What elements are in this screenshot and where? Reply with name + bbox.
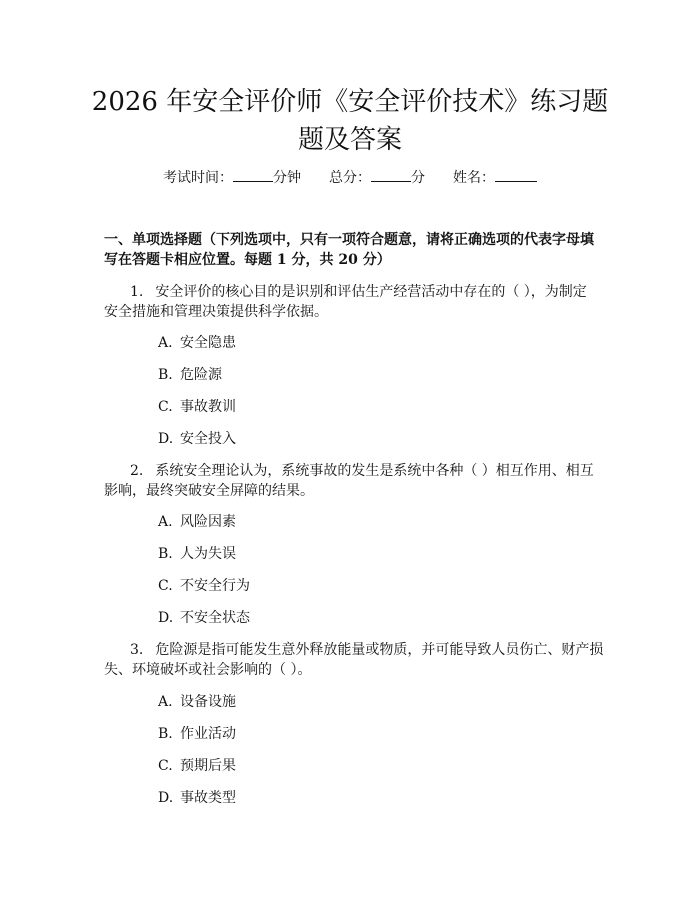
question-1-line-1 [130, 282, 630, 302]
option-text: 安全隐患 [180, 335, 236, 351]
document-title-line-2: 题及答案 [297, 125, 402, 155]
section-heading-line-1: 一、单项选择题（下列选项中，只有一项符合题意，请将正确选项的代表字母填 [104, 232, 594, 248]
question-2-line-1 [130, 461, 630, 481]
option-text: 设备设施 [180, 694, 236, 710]
option-text: 危险源 [180, 367, 222, 383]
question-2-text-2: 影响，最终突破安全屏障的结果。 [104, 483, 314, 499]
name-label: 姓名： [453, 170, 495, 186]
document-title-line-1: 2026 年安全评价师《安全评价技术》练习题 [91, 87, 609, 117]
question-1-text-2: 安全措施和管理决策提供科学依据。 [104, 304, 328, 320]
option-text: 不安全行为 [180, 578, 250, 594]
option-letter: C. [158, 399, 173, 415]
question-2-option-a [158, 512, 236, 532]
question-1-option-b [158, 365, 222, 385]
option-letter: B. [158, 367, 173, 383]
name-blank [495, 169, 537, 182]
option-letter: D. [158, 610, 174, 626]
exam-time-field [163, 169, 301, 187]
option-text: 人为失误 [180, 546, 236, 562]
question-3-number: 3. [130, 642, 144, 658]
option-letter: D. [158, 431, 174, 447]
option-text: 风险因素 [180, 514, 236, 530]
total-score-blank [371, 169, 411, 182]
exam-info [80, 169, 620, 187]
question-2-option-d [158, 608, 250, 628]
exam-time-label: 考试时间： [163, 170, 233, 186]
option-letter: C. [158, 758, 173, 774]
exam-time-unit: 分钟 [273, 170, 301, 186]
option-letter: D. [158, 790, 174, 806]
question-3-option-b [158, 724, 236, 744]
question-1-option-a [158, 333, 236, 353]
option-text: 不安全状态 [180, 610, 250, 626]
question-2-option-b [158, 544, 236, 564]
question-2-number: 2. [130, 463, 144, 479]
option-letter: A. [158, 694, 173, 710]
option-letter: C. [158, 578, 173, 594]
question-3-option-a [158, 692, 236, 712]
total-score-field [329, 169, 425, 187]
section-heading-line-2: 写在答题卡相应位置。每题 1 分，共 20 分） [104, 252, 391, 268]
option-letter: B. [158, 726, 173, 742]
option-text: 预期后果 [180, 758, 236, 774]
name-field [453, 169, 537, 187]
question-3-option-d [158, 788, 236, 808]
exam-time-blank [233, 169, 273, 182]
option-text: 事故教训 [180, 399, 236, 415]
option-text: 事故类型 [180, 790, 236, 806]
option-letter: A. [158, 514, 173, 530]
question-2-option-c [158, 576, 250, 596]
question-3-line-1 [130, 640, 630, 660]
question-3-text-1: 危险源是指可能发生意外释放能量或物质，并可能导致人员伤亡、财产损 [155, 642, 604, 658]
question-3-option-c [158, 756, 236, 776]
option-text: 安全投入 [180, 431, 236, 447]
question-2-text-1: 系统安全理论认为，系统事故的发生是系统中各种（ ）相互作用、相互 [155, 463, 594, 479]
question-1-option-c [158, 397, 236, 417]
question-1-number: 1. [130, 284, 144, 300]
option-text: 作业活动 [180, 726, 236, 742]
option-letter: A. [158, 335, 173, 351]
option-letter: B. [158, 546, 173, 562]
question-1-option-d [158, 429, 236, 449]
question-1-text-1: 安全评价的核心目的是识别和评估生产经营活动中存在的（ ），为制定 [155, 284, 587, 300]
total-score-label: 总分： [329, 170, 371, 186]
question-3-text-2: 失、环境破坏或社会影响的（ ）。 [104, 662, 312, 678]
total-score-unit: 分 [411, 170, 425, 186]
